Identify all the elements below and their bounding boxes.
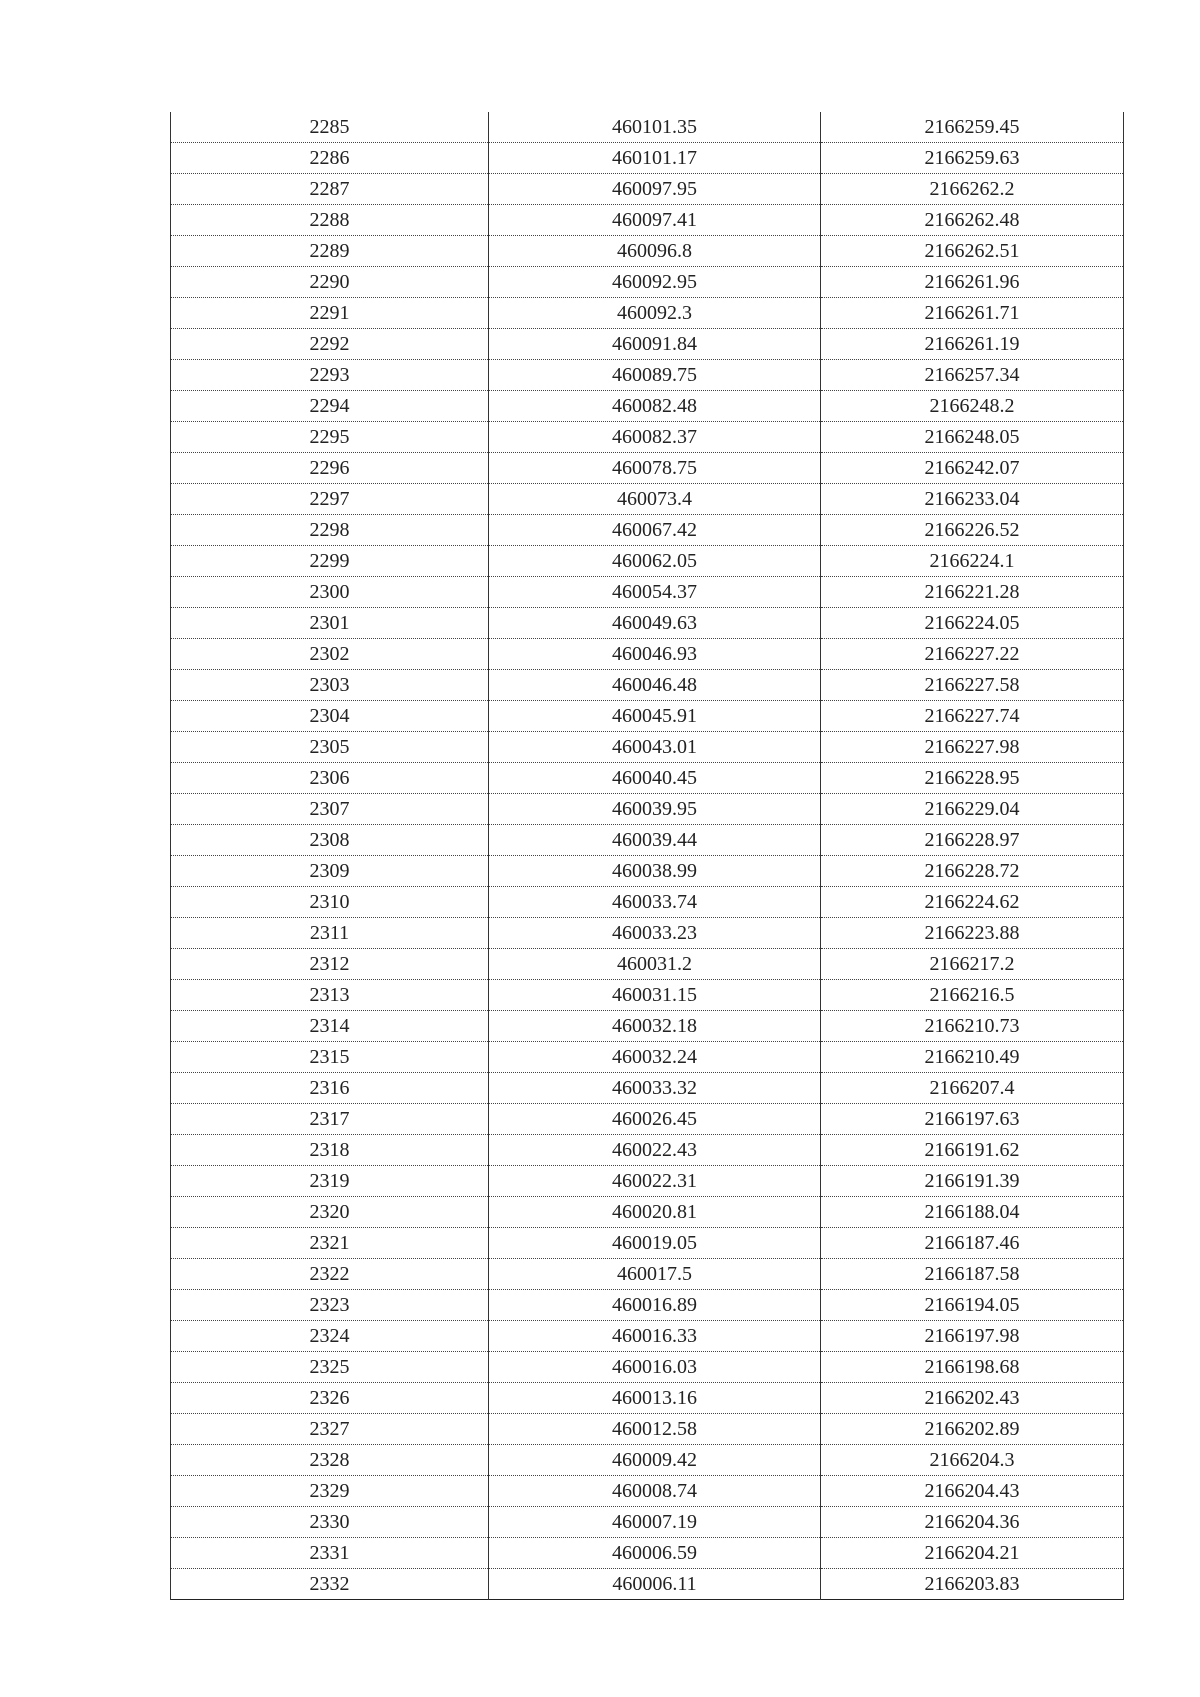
y-coordinate-cell: 2166224.62 <box>821 887 1124 918</box>
y-coordinate-cell: 2166226.52 <box>821 515 1124 546</box>
y-coordinate-cell: 2166229.04 <box>821 794 1124 825</box>
y-coordinate-cell: 2166227.58 <box>821 670 1124 701</box>
y-coordinate-cell: 2166194.05 <box>821 1290 1124 1321</box>
table-row <box>171 1383 1124 1414</box>
y-coordinate-cell: 2166204.43 <box>821 1476 1124 1507</box>
y-coordinate-cell: 2166228.97 <box>821 825 1124 856</box>
point-number-cell: 2297 <box>171 484 489 515</box>
coordinate-table-body <box>171 112 1124 1600</box>
table-row <box>171 236 1124 267</box>
point-number-cell: 2293 <box>171 360 489 391</box>
point-number-cell: 2323 <box>171 1290 489 1321</box>
x-coordinate-cell: 460007.19 <box>489 1507 821 1538</box>
y-coordinate-cell: 2166202.43 <box>821 1383 1124 1414</box>
point-number-cell: 2303 <box>171 670 489 701</box>
y-coordinate-cell: 2166191.62 <box>821 1135 1124 1166</box>
point-number-cell: 2288 <box>171 205 489 236</box>
x-coordinate-cell: 460033.32 <box>489 1073 821 1104</box>
point-number-cell: 2319 <box>171 1166 489 1197</box>
table-row <box>171 1135 1124 1166</box>
x-coordinate-cell: 460019.05 <box>489 1228 821 1259</box>
y-coordinate-cell: 2166242.07 <box>821 453 1124 484</box>
table-row <box>171 1166 1124 1197</box>
y-coordinate-cell: 2166261.96 <box>821 267 1124 298</box>
x-coordinate-cell: 460026.45 <box>489 1104 821 1135</box>
point-number-cell: 2292 <box>171 329 489 360</box>
y-coordinate-cell: 2166204.21 <box>821 1538 1124 1569</box>
y-coordinate-cell: 2166198.68 <box>821 1352 1124 1383</box>
y-coordinate-cell: 2166227.74 <box>821 701 1124 732</box>
x-coordinate-cell: 460039.44 <box>489 825 821 856</box>
y-coordinate-cell: 2166259.45 <box>821 112 1124 143</box>
table-row <box>171 856 1124 887</box>
x-coordinate-cell: 460096.8 <box>489 236 821 267</box>
x-coordinate-cell: 460046.48 <box>489 670 821 701</box>
table-row <box>171 639 1124 670</box>
x-coordinate-cell: 460022.31 <box>489 1166 821 1197</box>
x-coordinate-cell: 460016.03 <box>489 1352 821 1383</box>
y-coordinate-cell: 2166203.83 <box>821 1569 1124 1600</box>
x-coordinate-cell: 460092.3 <box>489 298 821 329</box>
x-coordinate-cell: 460008.74 <box>489 1476 821 1507</box>
x-coordinate-cell: 460073.4 <box>489 484 821 515</box>
y-coordinate-cell: 2166210.49 <box>821 1042 1124 1073</box>
table-row <box>171 267 1124 298</box>
point-number-cell: 2302 <box>171 639 489 670</box>
point-number-cell: 2290 <box>171 267 489 298</box>
point-number-cell: 2295 <box>171 422 489 453</box>
x-coordinate-cell: 460092.95 <box>489 267 821 298</box>
y-coordinate-cell: 2166228.95 <box>821 763 1124 794</box>
table-row <box>171 1321 1124 1352</box>
y-coordinate-cell: 2166259.63 <box>821 143 1124 174</box>
table-row <box>171 918 1124 949</box>
table-row <box>171 1042 1124 1073</box>
point-number-cell: 2298 <box>171 515 489 546</box>
table-row <box>171 949 1124 980</box>
table-row <box>171 329 1124 360</box>
table-row <box>171 1259 1124 1290</box>
y-coordinate-cell: 2166207.4 <box>821 1073 1124 1104</box>
y-coordinate-cell: 2166217.2 <box>821 949 1124 980</box>
table-row <box>171 763 1124 794</box>
x-coordinate-cell: 460049.63 <box>489 608 821 639</box>
table-row <box>171 1197 1124 1228</box>
y-coordinate-cell: 2166202.89 <box>821 1414 1124 1445</box>
table-row <box>171 484 1124 515</box>
point-number-cell: 2311 <box>171 918 489 949</box>
point-number-cell: 2294 <box>171 391 489 422</box>
table-row <box>171 360 1124 391</box>
point-number-cell: 2307 <box>171 794 489 825</box>
x-coordinate-cell: 460039.95 <box>489 794 821 825</box>
y-coordinate-cell: 2166262.2 <box>821 174 1124 205</box>
coordinate-table <box>170 112 1124 1600</box>
x-coordinate-cell: 460062.05 <box>489 546 821 577</box>
point-number-cell: 2329 <box>171 1476 489 1507</box>
point-number-cell: 2322 <box>171 1259 489 1290</box>
x-coordinate-cell: 460046.93 <box>489 639 821 670</box>
x-coordinate-cell: 460031.15 <box>489 980 821 1011</box>
table-row <box>171 391 1124 422</box>
x-coordinate-cell: 460006.11 <box>489 1569 821 1600</box>
point-number-cell: 2300 <box>171 577 489 608</box>
x-coordinate-cell: 460097.95 <box>489 174 821 205</box>
x-coordinate-cell: 460091.84 <box>489 329 821 360</box>
y-coordinate-cell: 2166233.04 <box>821 484 1124 515</box>
y-coordinate-cell: 2166261.19 <box>821 329 1124 360</box>
point-number-cell: 2315 <box>171 1042 489 1073</box>
point-number-cell: 2287 <box>171 174 489 205</box>
table-row <box>171 1445 1124 1476</box>
point-number-cell: 2299 <box>171 546 489 577</box>
point-number-cell: 2286 <box>171 143 489 174</box>
x-coordinate-cell: 460040.45 <box>489 763 821 794</box>
y-coordinate-cell: 2166227.98 <box>821 732 1124 763</box>
table-row <box>171 453 1124 484</box>
table-row <box>171 825 1124 856</box>
table-row <box>171 1476 1124 1507</box>
x-coordinate-cell: 460016.89 <box>489 1290 821 1321</box>
table-row <box>171 1290 1124 1321</box>
table-row <box>171 1569 1124 1600</box>
table-row <box>171 546 1124 577</box>
table-row <box>171 1073 1124 1104</box>
point-number-cell: 2310 <box>171 887 489 918</box>
table-row <box>171 1352 1124 1383</box>
x-coordinate-cell: 460031.2 <box>489 949 821 980</box>
x-coordinate-cell: 460101.35 <box>489 112 821 143</box>
table-row <box>171 980 1124 1011</box>
table-row <box>171 1538 1124 1569</box>
x-coordinate-cell: 460067.42 <box>489 515 821 546</box>
y-coordinate-cell: 2166210.73 <box>821 1011 1124 1042</box>
point-number-cell: 2289 <box>171 236 489 267</box>
table-row <box>171 174 1124 205</box>
y-coordinate-cell: 2166257.34 <box>821 360 1124 391</box>
table-row <box>171 577 1124 608</box>
point-number-cell: 2296 <box>171 453 489 484</box>
y-coordinate-cell: 2166221.28 <box>821 577 1124 608</box>
table-row <box>171 887 1124 918</box>
y-coordinate-cell: 2166262.48 <box>821 205 1124 236</box>
y-coordinate-cell: 2166248.05 <box>821 422 1124 453</box>
point-number-cell: 2308 <box>171 825 489 856</box>
table-row <box>171 298 1124 329</box>
table-row <box>171 1507 1124 1538</box>
point-number-cell: 2316 <box>171 1073 489 1104</box>
x-coordinate-cell: 460009.42 <box>489 1445 821 1476</box>
x-coordinate-cell: 460082.37 <box>489 422 821 453</box>
x-coordinate-cell: 460016.33 <box>489 1321 821 1352</box>
x-coordinate-cell: 460033.74 <box>489 887 821 918</box>
point-number-cell: 2328 <box>171 1445 489 1476</box>
point-number-cell: 2312 <box>171 949 489 980</box>
table-row <box>171 112 1124 143</box>
point-number-cell: 2321 <box>171 1228 489 1259</box>
x-coordinate-cell: 460045.91 <box>489 701 821 732</box>
x-coordinate-cell: 460006.59 <box>489 1538 821 1569</box>
table-row <box>171 1011 1124 1042</box>
x-coordinate-cell: 460032.18 <box>489 1011 821 1042</box>
point-number-cell: 2332 <box>171 1569 489 1600</box>
y-coordinate-cell: 2166204.3 <box>821 1445 1124 1476</box>
point-number-cell: 2301 <box>171 608 489 639</box>
point-number-cell: 2326 <box>171 1383 489 1414</box>
y-coordinate-cell: 2166191.39 <box>821 1166 1124 1197</box>
table-row <box>171 1228 1124 1259</box>
point-number-cell: 2325 <box>171 1352 489 1383</box>
table-row <box>171 1104 1124 1135</box>
point-number-cell: 2304 <box>171 701 489 732</box>
point-number-cell: 2324 <box>171 1321 489 1352</box>
x-coordinate-cell: 460078.75 <box>489 453 821 484</box>
x-coordinate-cell: 460017.5 <box>489 1259 821 1290</box>
table-row <box>171 1414 1124 1445</box>
y-coordinate-cell: 2166224.1 <box>821 546 1124 577</box>
point-number-cell: 2305 <box>171 732 489 763</box>
x-coordinate-cell: 460054.37 <box>489 577 821 608</box>
x-coordinate-cell: 460097.41 <box>489 205 821 236</box>
x-coordinate-cell: 460013.16 <box>489 1383 821 1414</box>
y-coordinate-cell: 2166223.88 <box>821 918 1124 949</box>
point-number-cell: 2306 <box>171 763 489 794</box>
table-row <box>171 794 1124 825</box>
table-row <box>171 205 1124 236</box>
x-coordinate-cell: 460032.24 <box>489 1042 821 1073</box>
point-number-cell: 2313 <box>171 980 489 1011</box>
y-coordinate-cell: 2166188.04 <box>821 1197 1124 1228</box>
x-coordinate-cell: 460012.58 <box>489 1414 821 1445</box>
y-coordinate-cell: 2166261.71 <box>821 298 1124 329</box>
x-coordinate-cell: 460022.43 <box>489 1135 821 1166</box>
point-number-cell: 2317 <box>171 1104 489 1135</box>
table-row <box>171 515 1124 546</box>
point-number-cell: 2330 <box>171 1507 489 1538</box>
x-coordinate-cell: 460089.75 <box>489 360 821 391</box>
point-number-cell: 2314 <box>171 1011 489 1042</box>
y-coordinate-cell: 2166197.63 <box>821 1104 1124 1135</box>
y-coordinate-cell: 2166197.98 <box>821 1321 1124 1352</box>
y-coordinate-cell: 2166204.36 <box>821 1507 1124 1538</box>
point-number-cell: 2291 <box>171 298 489 329</box>
x-coordinate-cell: 460020.81 <box>489 1197 821 1228</box>
y-coordinate-cell: 2166228.72 <box>821 856 1124 887</box>
y-coordinate-cell: 2166224.05 <box>821 608 1124 639</box>
y-coordinate-cell: 2166187.58 <box>821 1259 1124 1290</box>
x-coordinate-cell: 460043.01 <box>489 732 821 763</box>
table-row <box>171 670 1124 701</box>
point-number-cell: 2331 <box>171 1538 489 1569</box>
x-coordinate-cell: 460033.23 <box>489 918 821 949</box>
y-coordinate-cell: 2166248.2 <box>821 391 1124 422</box>
table-row <box>171 143 1124 174</box>
y-coordinate-cell: 2166227.22 <box>821 639 1124 670</box>
point-number-cell: 2309 <box>171 856 489 887</box>
table-row <box>171 701 1124 732</box>
table-row <box>171 422 1124 453</box>
x-coordinate-cell: 460101.17 <box>489 143 821 174</box>
y-coordinate-cell: 2166216.5 <box>821 980 1124 1011</box>
table-row <box>171 732 1124 763</box>
table-row <box>171 608 1124 639</box>
point-number-cell: 2327 <box>171 1414 489 1445</box>
y-coordinate-cell: 2166187.46 <box>821 1228 1124 1259</box>
x-coordinate-cell: 460082.48 <box>489 391 821 422</box>
point-number-cell: 2318 <box>171 1135 489 1166</box>
y-coordinate-cell: 2166262.51 <box>821 236 1124 267</box>
x-coordinate-cell: 460038.99 <box>489 856 821 887</box>
point-number-cell: 2320 <box>171 1197 489 1228</box>
point-number-cell: 2285 <box>171 112 489 143</box>
